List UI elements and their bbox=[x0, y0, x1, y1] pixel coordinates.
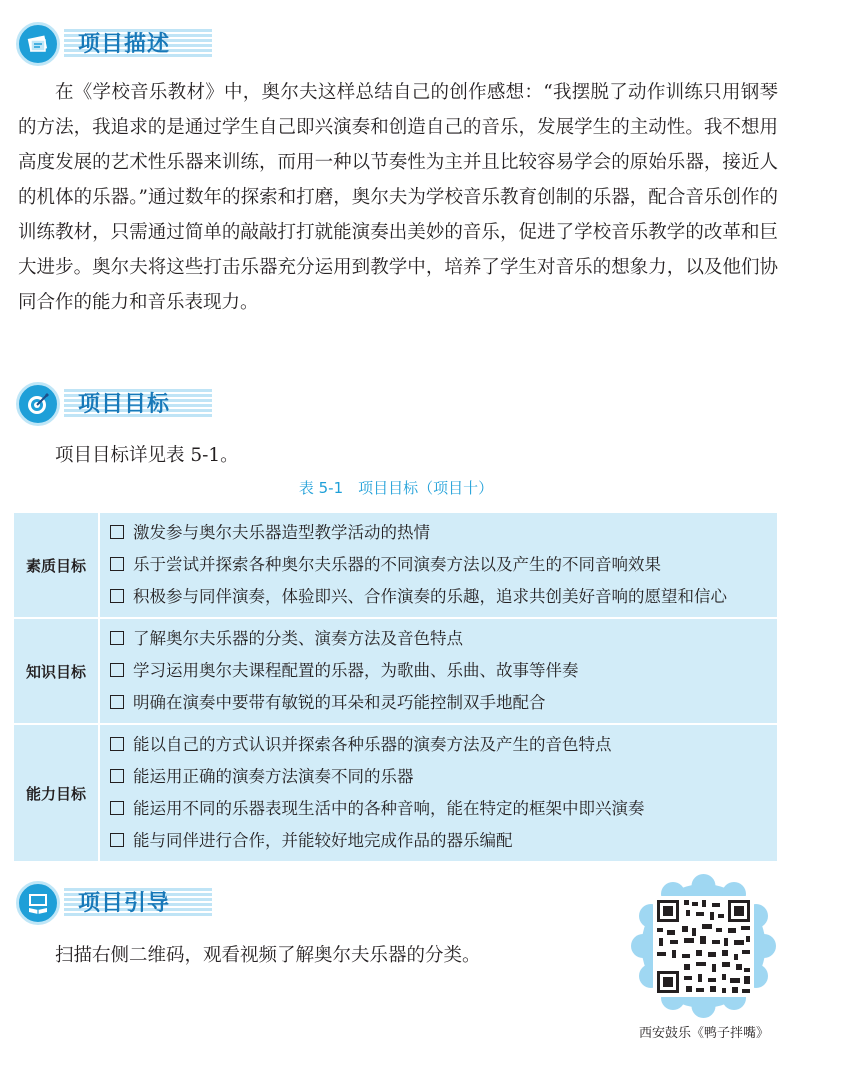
goal-item: 明确在演奏中要带有敏锐的耳朵和灵巧能控制双手地配合 bbox=[110, 687, 777, 719]
checkbox-icon bbox=[110, 631, 124, 645]
row-category: 素质目标 bbox=[14, 513, 99, 618]
book-icon bbox=[16, 22, 60, 66]
goal-item: 激发参与奥尔夫乐器造型教学活动的热情 bbox=[110, 517, 777, 549]
qr-code-icon[interactable] bbox=[626, 872, 781, 1020]
section-title: 项目目标 bbox=[78, 391, 171, 417]
row-category: 能力目标 bbox=[14, 724, 99, 862]
qr-code-badge[interactable] bbox=[626, 872, 781, 1020]
checkbox-icon bbox=[110, 663, 124, 677]
table-caption: 表 5-1 项目目标（项目十） bbox=[298, 479, 494, 497]
checkbox-icon bbox=[110, 557, 124, 571]
qr-caption: 西安鼓乐《鸭子拌嘴》 bbox=[638, 1026, 769, 1041]
table-row bbox=[14, 513, 777, 618]
checkbox-icon bbox=[110, 525, 124, 539]
guide-paragraph: 扫描右侧二维码，观看视频了解奥尔夫乐器的分类。 bbox=[55, 945, 481, 966]
goal-item: 学习运用奥尔夫课程配置的乐器，为歌曲、乐曲、故事等伴奏 bbox=[110, 655, 777, 687]
checkbox-icon bbox=[110, 737, 124, 751]
goal-item: 了解奥尔夫乐器的分类、演奏方法及音色特点 bbox=[110, 623, 777, 655]
goal-item: 能运用不同的乐器表现生活中的各种音响，能在特定的框架中即兴演奏 bbox=[110, 793, 777, 825]
checkbox-icon bbox=[110, 833, 124, 847]
description-paragraph: 在《学校音乐教材》中，奥尔夫这样总结自己的创作感想：“我摆脱了动作训练只用钢琴的方法，我追求的是通过学生自己即兴演奏和创造自己的音乐，发展学生的主动性。我不想用高度发展的艺术性乐器来训练，而用一种以节奏性为主并且比较容易学会的原始乐器，接近人的机体的乐器。”通过数年的探索和打磨，奥尔夫为学校音乐教育创制的乐器，配合音乐创作的训练教材，只需通过简单的敲敲打打就能演奏出美妙的音乐，促进了学校音乐教学的改革和巨大进步。奥尔夫将这些打击乐器充分运用到教学中，培养了学生对音乐的想象力，以及他们协同合作的能力和音乐表现力。 bbox=[18, 82, 778, 313]
section-title: 项目描述 bbox=[78, 31, 171, 57]
target-icon bbox=[16, 382, 60, 426]
table-row bbox=[14, 618, 777, 724]
section-title: 项目引导 bbox=[78, 890, 171, 916]
table-row bbox=[14, 724, 777, 862]
goal-item: 能运用正确的演奏方法演奏不同的乐器 bbox=[110, 761, 777, 793]
checkbox-icon bbox=[110, 695, 124, 709]
checkbox-icon bbox=[110, 589, 124, 603]
goals-intro: 项目目标详见表 5-1。 bbox=[55, 445, 239, 466]
row-category: 知识目标 bbox=[14, 618, 99, 724]
goal-item: 积极参与同伴演奏，体验即兴、合作演奏的乐趣，追求共创美好音响的愿望和信心 bbox=[110, 581, 777, 613]
goal-item: 能以自己的方式认识并探索各种乐器的演奏方法及产生的音色特点 bbox=[110, 729, 777, 761]
monitor-book-icon bbox=[16, 881, 60, 925]
goal-item: 能与同伴进行合作，并能较好地完成作品的器乐编配 bbox=[110, 825, 777, 857]
goal-item: 乐于尝试并探索各种奥尔夫乐器的不同演奏方法以及产生的不同音响效果 bbox=[110, 549, 777, 581]
checkbox-icon bbox=[110, 769, 124, 783]
checkbox-icon bbox=[110, 801, 124, 815]
goals-table bbox=[14, 513, 777, 863]
